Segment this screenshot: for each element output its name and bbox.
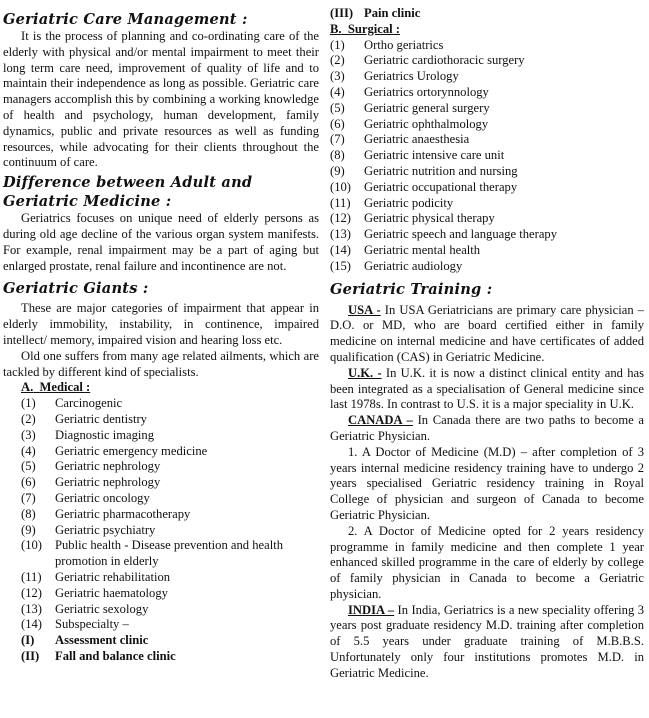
item-text: Geriatric podicity — [364, 195, 454, 210]
canada-path-2: 2. A Doctor of Medicine opted for 2 years residency programme in family medicine and then complete 1 year enhanced skilled programme in the care of elderly by college of family physician in Canada to become a Geriatric physician. — [330, 523, 644, 601]
item-text: Geriatric haematology — [55, 585, 168, 600]
uk-label: U.K. - — [348, 365, 382, 380]
item-text: Geriatric nephrology — [55, 459, 161, 474]
list-item — [330, 196, 644, 212]
list-item — [21, 396, 319, 412]
list-item — [330, 69, 644, 85]
list-item — [21, 570, 319, 586]
list-item — [330, 243, 644, 259]
item-number: (4) — [330, 84, 345, 99]
list-item — [330, 164, 644, 180]
item-text: Geriatrics ortorynnology — [364, 84, 489, 99]
item-text: Fall and balance clinic — [55, 648, 176, 663]
item-text: Geriatric anaesthesia — [364, 132, 470, 147]
item-text: Geriatric emergency medicine — [55, 443, 208, 458]
list-item — [21, 412, 319, 428]
list-item — [21, 507, 319, 523]
list-item — [330, 117, 644, 133]
item-number: (9) — [21, 522, 36, 537]
item-number: (13) — [330, 227, 351, 242]
surgical-specialty-list — [330, 38, 644, 275]
list-item — [21, 459, 319, 475]
item-number: (14) — [21, 617, 42, 632]
list-item — [21, 428, 319, 444]
giants-paragraph-1: These are major categories of impairment that appear in elderly immobility, instability, in continence, impaired intellect/ memory, impaired vision and hearing loss etc. — [3, 301, 319, 347]
item-number: (12) — [330, 211, 351, 226]
item-number: (9) — [330, 163, 345, 178]
pain-clinic-list — [330, 6, 644, 22]
item-text: Geriatrics Urology — [364, 69, 459, 84]
item-number: (15) — [330, 258, 351, 273]
list-item — [21, 633, 319, 649]
item-text: Ortho geriatrics — [364, 37, 444, 52]
item-text: Geriatric ophthalmology — [364, 116, 489, 131]
item-number: (7) — [330, 132, 345, 147]
item-number: (6) — [330, 116, 345, 131]
item-number: (10) — [21, 538, 42, 553]
india-label: INDIA – — [348, 602, 395, 617]
right-column — [330, 0, 644, 682]
medical-subheading: A. Medical : — [21, 380, 91, 395]
item-number: (5) — [21, 459, 36, 474]
item-number: (2) — [21, 411, 36, 426]
list-item — [21, 586, 319, 602]
list-item — [21, 538, 319, 570]
list-item — [330, 148, 644, 164]
list-item — [21, 617, 319, 633]
item-number: (11) — [330, 195, 351, 210]
left-column — [3, 0, 319, 665]
item-text: Geriatric sexology — [55, 601, 149, 616]
item-number: (6) — [21, 475, 36, 490]
item-text: Geriatric intensive care unit — [364, 148, 505, 163]
giants-heading: Geriatric Giants : — [3, 280, 149, 298]
item-text: Assessment clinic — [55, 633, 149, 648]
list-item — [330, 85, 644, 101]
difference-heading: Difference between Adult and Geriatric Medicine : — [3, 174, 253, 211]
list-item — [330, 132, 644, 148]
item-number: (8) — [330, 148, 345, 163]
list-item — [21, 491, 319, 507]
item-text: Diagnostic imaging — [55, 427, 154, 442]
usa-label: USA - — [348, 302, 381, 317]
item-number: (14) — [330, 242, 351, 257]
list-item — [330, 101, 644, 117]
item-number: (8) — [21, 506, 36, 521]
item-number: (II) — [21, 648, 40, 663]
item-text: Geriatric pharmacotherapy — [55, 506, 191, 521]
item-text: Geriatric nephrology — [55, 475, 161, 490]
item-text: Geriatric oncology — [55, 490, 150, 505]
item-text: Geriatric speech and language therapy — [364, 227, 558, 242]
list-item — [21, 475, 319, 491]
giants-paragraph-2: Old one suffers from many age related ailments, which are tackled by different kind of specialists. — [3, 348, 319, 379]
item-text: Geriatric mental health — [364, 242, 481, 257]
list-item — [21, 523, 319, 539]
item-text: Public health - Disease prevention and health promotion in elderly — [55, 538, 284, 569]
list-item — [330, 211, 644, 227]
list-item — [21, 444, 319, 460]
list-item — [21, 602, 319, 618]
uk-paragraph: U.K. - In U.K. it is now a distinct clinical entity and has been integrated as a specialisation of General medicine since last 1978s. In contrast to U.S. it is a major speciality in U.K. — [330, 365, 644, 412]
item-text: Geriatric psychiatry — [55, 522, 156, 537]
item-text: Geriatric physical therapy — [364, 211, 495, 226]
difference-paragraph: Geriatrics focuses on unique need of elderly persons as during old age decline of the various organ system manifests. For example, renal impairment may be a part of aging but enlarged prostate, renal failure and incontinence are not. — [3, 211, 319, 273]
subspecialty-list — [21, 633, 319, 665]
item-text: Geriatric cardiothoracic surgery — [364, 53, 525, 68]
list-item — [330, 180, 644, 196]
care-management-paragraph: It is the process of planning and co-ordinating care of the elderly with physical and/or mental impairment to meet their long term care need, improvement of quality of life and to maintain their independence as long as possible. Geriatric care managers accomplish this by combining a working knowledge of health and psychology, human development, family dynamics, public and private resources as well as funding resources, while advocating for their clients throughout the continuum of care. — [3, 29, 319, 170]
list-item — [21, 649, 319, 665]
item-number: (1) — [21, 396, 36, 411]
item-number: (12) — [21, 585, 42, 600]
item-number: (3) — [21, 427, 36, 442]
canada-label: CANADA – — [348, 413, 413, 428]
item-text: Subspecialty – — [55, 617, 129, 632]
india-paragraph: INDIA – In India, Geriatrics is a new speciality offering 3 years post graduate residency M.D. training after completion of 5.5 years under graduate training of M.B.B.S. Unfortunately only four institutions promotes M.D. in Geriatric Medicine. — [330, 602, 644, 680]
training-heading: Geriatric Training : — [330, 280, 493, 298]
list-item — [330, 38, 644, 54]
care-management-heading: Geriatric Care Management : — [3, 11, 248, 28]
usa-paragraph: USA - In USA Geriatricians are primary care physician – D.O. or MD, who are board certified either in family medicine on internal medicine and have certificates of added qualification (CAS) in Geriatric Medicine. — [330, 302, 644, 364]
item-number: (13) — [21, 601, 42, 616]
item-number: (2) — [330, 53, 345, 68]
item-number: (I) — [21, 633, 35, 648]
surgical-subheading: B. Surgical : — [330, 21, 400, 36]
list-item: (III) Pain clinic — [330, 6, 421, 20]
item-text: Geriatric rehabilitation — [55, 569, 171, 584]
medical-specialty-list — [21, 396, 319, 633]
item-number: (11) — [21, 569, 42, 584]
item-text: Geriatric audiology — [364, 258, 463, 273]
list-item — [330, 53, 644, 69]
item-number: (3) — [330, 69, 345, 84]
item-text: Geriatric nutrition and nursing — [364, 163, 518, 178]
list-item — [330, 259, 644, 275]
item-number: (4) — [21, 443, 36, 458]
item-text: Geriatric occupational therapy — [364, 179, 518, 194]
item-text: Carcinogenic — [55, 396, 123, 411]
item-number: (1) — [330, 37, 345, 52]
item-text: Geriatric dentistry — [55, 411, 147, 426]
canada-paragraph: CANADA – In Canada there are two paths to become a Geriatric Physician. — [330, 413, 644, 443]
item-number: (5) — [330, 100, 345, 115]
item-text: Geriatric general surgery — [364, 100, 490, 115]
item-number: (10) — [330, 179, 351, 194]
list-item — [330, 227, 644, 243]
item-number: (7) — [21, 490, 36, 505]
canada-path-1: 1. A Doctor of Medicine (M.D) – after completion of 3 years internal medicine residency training have to undergo 2 years specialised Geriatric residency training in Royal College of physician and surgeon of Canada to become Geriatric Physician. — [330, 444, 644, 522]
